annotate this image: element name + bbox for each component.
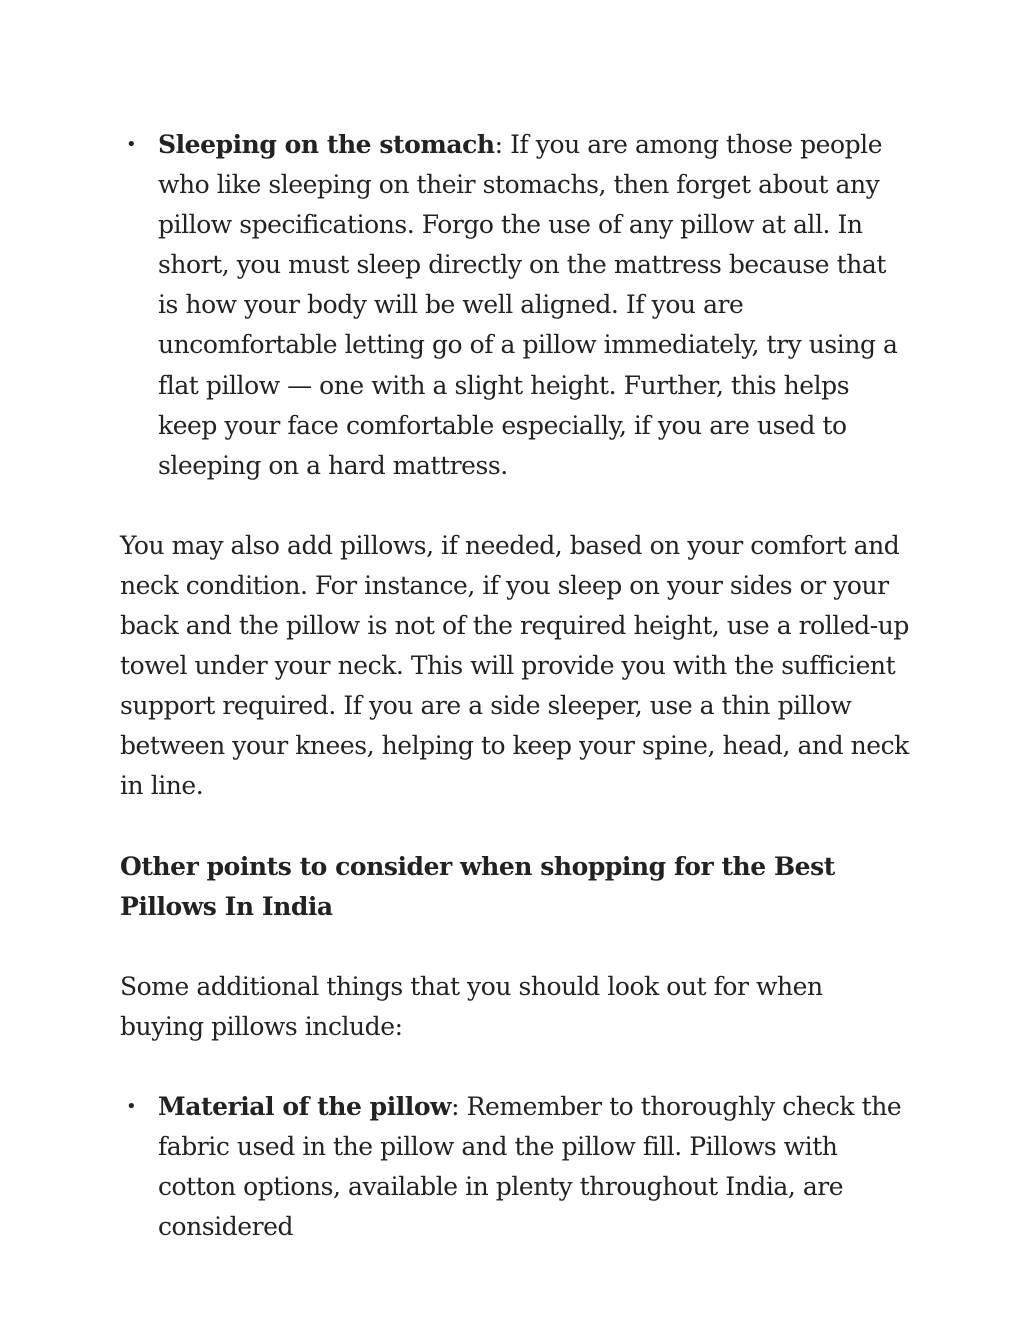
bullet-list-material [120, 1087, 910, 1247]
bullet-icon: • [126, 134, 137, 155]
bullet-term-stomach: Sleeping on the stomach [158, 130, 495, 159]
bullet-text-material: : Remember to thoroughly check the fabric used in the pillow and the pillow fill. Pillows with cotton options, available in plenty throughout India, are considered [158, 1091, 902, 1242]
paragraph-additional-things: Some additional things that you should look out for when buying pillows include: [120, 971, 823, 1041]
list-item [120, 1087, 910, 1247]
document-page [120, 125, 910, 1247]
section-heading: Other points to consider when shopping for the Best Pillows In India [120, 851, 835, 921]
bullet-term-material: Material of the pillow [158, 1091, 452, 1121]
bullet-icon: • [126, 1095, 137, 1117]
bullet-text-stomach: : If you are among those people who like sleeping on their stomachs, then forget about any pillow specifications. Forgo the use of any pillow at all. In short, you must sleep directly on the mattress because that is how your body will be well aligned. If you are uncomfortable letting go of a pillow immediately, try using a flat pillow — one with a slight height. Further, this helps keep your face comfortable especially, if you are used to sleeping on a hard mattress. [158, 130, 898, 480]
bullet-list-sleeping [120, 125, 910, 486]
paragraph-additional-pillows: You may also add pillows, if needed, based on your comfort and neck condition. For instance, if you sleep on your sides or your back and the pillow is not of the required height, use a rolled-up towel under your neck. This will provide you with the sufficient support required. If you are a side sleeper, use a thin pillow between your knees, helping to keep your spine, head, and neck in line. [120, 530, 909, 801]
list-item [120, 125, 910, 486]
